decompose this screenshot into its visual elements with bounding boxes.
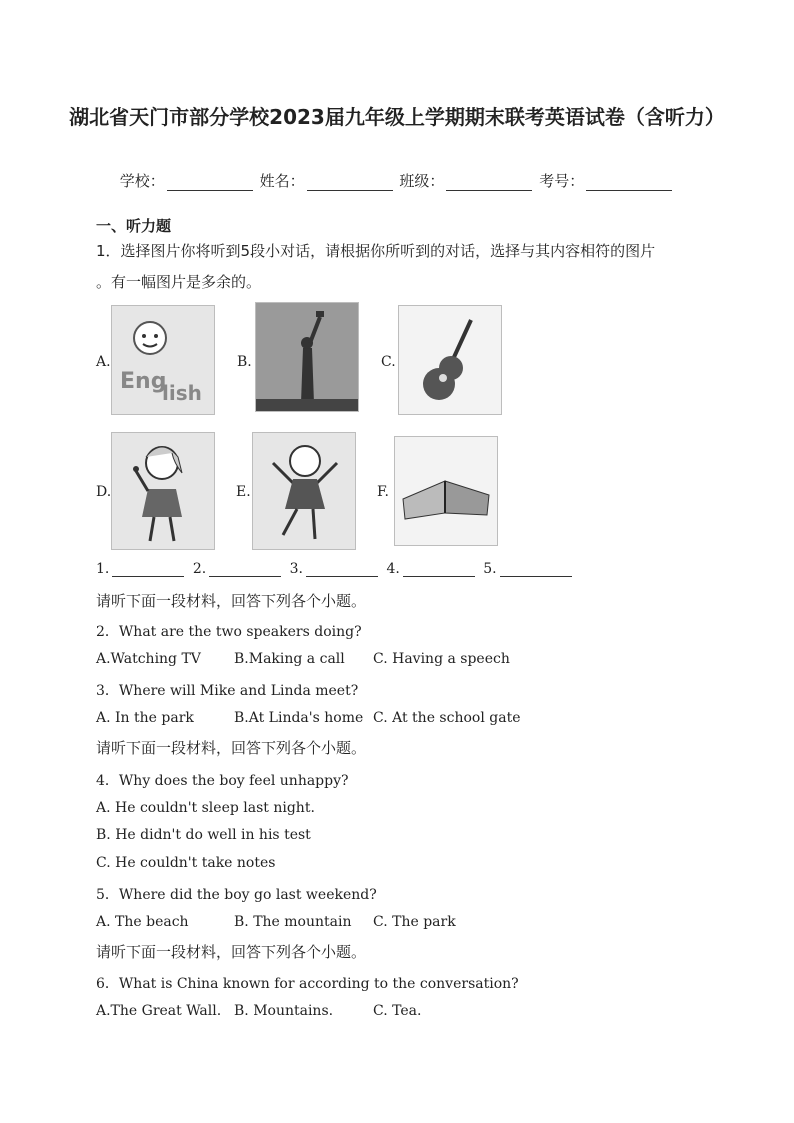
option-b[interactable]: B. Mountains. bbox=[234, 1003, 334, 1019]
picture-label-f: F. bbox=[377, 484, 389, 500]
english-cartoon-icon bbox=[111, 305, 215, 415]
picture-label-b: B. bbox=[237, 354, 252, 370]
picture-label-e: E. bbox=[236, 484, 251, 500]
exam-title: 湖北省天门市部分学校2023届九年级上学期期末联考英语试卷（含听力） bbox=[69, 105, 725, 129]
number-field[interactable] bbox=[586, 174, 672, 191]
question-stem: 3．Where will Mike and Linda meet? bbox=[96, 683, 359, 699]
option-a[interactable]: A.Watching TV bbox=[96, 651, 201, 667]
option-c[interactable]: C. Having a speech bbox=[373, 651, 510, 667]
blank-label: 5. bbox=[483, 561, 497, 577]
option-a[interactable]: A.The Great Wall. bbox=[96, 1003, 222, 1019]
blank-label: 1. bbox=[96, 561, 110, 577]
option-b[interactable]: B.Making a call bbox=[234, 651, 345, 667]
option-b[interactable]: B. He didn't do well in his test bbox=[96, 827, 311, 843]
dancing-girl-icon bbox=[252, 432, 356, 550]
section-heading: 一、听力题 bbox=[96, 217, 172, 235]
answer-blank[interactable] bbox=[403, 562, 475, 577]
number-label: 考号： bbox=[539, 172, 585, 190]
option-b[interactable]: B. The mountain bbox=[234, 914, 352, 930]
class-field[interactable] bbox=[446, 174, 532, 191]
answer-blank[interactable] bbox=[500, 562, 572, 577]
question-stem: 5．Where did the boy go last weekend? bbox=[96, 887, 377, 903]
open-book-icon bbox=[394, 436, 498, 546]
guitar-icon bbox=[398, 305, 502, 415]
q1-stem-line1: 1．选择图片你将听到5段小对话，请根据你所听到的对话，选择与其内容相符的图片 bbox=[96, 242, 656, 260]
picture-label-c: C. bbox=[381, 354, 396, 370]
instruction-text: 请听下面一段材料，回答下列各个小题。 bbox=[96, 592, 367, 610]
picture-label-a: A. bbox=[96, 354, 111, 370]
blank-label: 2. bbox=[192, 561, 207, 577]
question-stem: 2．What are the two speakers doing? bbox=[96, 624, 362, 640]
instruction-text: 请听下面一段材料，回答下列各个小题。 bbox=[96, 943, 367, 961]
q1-stem-line2: 。有一幅图片是多余的。 bbox=[96, 273, 262, 291]
option-c[interactable]: C. At the school gate bbox=[373, 710, 521, 726]
svg-text:Eng: Eng bbox=[120, 369, 167, 394]
student-info-line bbox=[0, 170, 794, 191]
option-a[interactable]: A. In the park bbox=[96, 710, 194, 726]
name-field[interactable] bbox=[307, 174, 393, 191]
instruction-text: 请听下面一段材料，回答下列各个小题。 bbox=[96, 739, 367, 757]
school-label: 学校： bbox=[119, 172, 165, 190]
statue-of-liberty-icon bbox=[255, 302, 359, 412]
blank-label: 3. bbox=[289, 561, 303, 577]
option-a[interactable]: A. The beach bbox=[96, 914, 189, 930]
question-stem: 4．Why does the boy feel unhappy? bbox=[96, 773, 349, 789]
picture-label-d: D. bbox=[96, 484, 112, 500]
answer-blank[interactable] bbox=[306, 562, 378, 577]
class-label: 班级： bbox=[399, 172, 445, 190]
question-stem: 6．What is China known for according to the conversation? bbox=[96, 976, 519, 992]
singing-girl-icon bbox=[111, 432, 215, 550]
option-a[interactable]: A. He couldn't sleep last night. bbox=[96, 800, 315, 816]
answer-blank[interactable] bbox=[112, 562, 184, 577]
option-b[interactable]: B.At Linda's home bbox=[234, 710, 364, 726]
name-label: 姓名： bbox=[259, 172, 305, 190]
answer-blank[interactable] bbox=[209, 562, 281, 577]
svg-text:lish: lish bbox=[162, 381, 202, 405]
school-field[interactable] bbox=[167, 174, 253, 191]
option-c[interactable]: C. He couldn't take notes bbox=[96, 855, 276, 871]
blank-label: 4. bbox=[386, 561, 400, 577]
option-c[interactable]: C. Tea. bbox=[373, 1003, 422, 1019]
answer-blanks bbox=[96, 561, 576, 577]
option-c[interactable]: C. The park bbox=[373, 914, 456, 930]
